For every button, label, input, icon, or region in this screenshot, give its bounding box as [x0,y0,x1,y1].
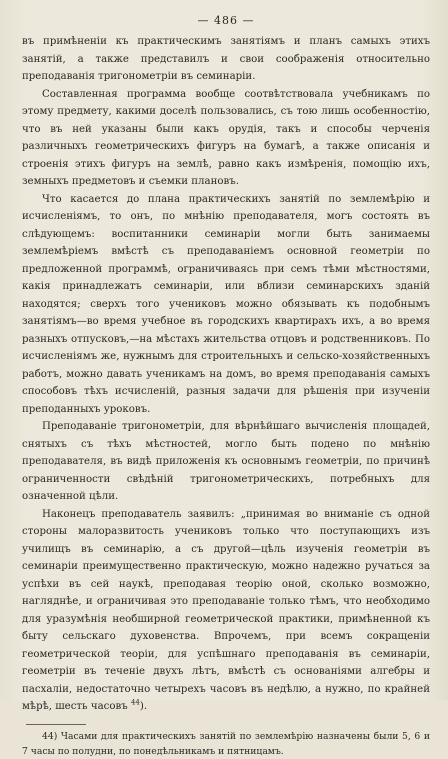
footnote-divider [26,724,86,725]
footnote-mark: 44) [42,730,58,742]
page-number: — 486 — [197,14,255,27]
footnote-reference: 44 [130,698,140,707]
paragraph-5-text: Наконецъ преподаватель заявилъ: „принимая во вниманіе съ одной стороны малоразвитость учениковъ только что поступающихъ изъ училищъ въ семинарію, а съ другой—цѣль изученія геометріи въ семинаріи преимущественно практическую, можно надежно ручаться за успѣхи въ сей наукѣ, преподавая теорію оной, сколько возможно, нагляднѣе, и ограничивая это преподаваніе только тѣмъ, что необходимо для уразумѣнія необширной геометрической практики, примѣненной къ быту сельскаго духовенства. Впрочемъ, при всемъ сокращеніи геометрической теоріи, для успѣшнаго преподаванія въ семинаріи, геометріи въ теченіе двухъ лѣтъ, вмѣстѣ съ основаніями алгебры и пасхаліи, недостаточно четырехъ часовъ въ недѣлю, а нужно, по крайней мѣрѣ, шесть часовъ [22,508,430,712]
footnote-text: Часами для практическихъ занятій по землемѣрію назначены были 5, 6 и 7 часы по полудни, по понедѣльникамъ и пятницамъ. [22,730,430,757]
paragraph-4: Преподаваніе тригонометріи, для вѣрнѣйшаго вычисленія площадей, снятыхъ съ тѣхъ мѣстностей, могло быть подено по мнѣнію преподавателя, въ видѣ приложенія къ основнымъ геометріи, по причинѣ ограниченности свѣдѣній тригонометрическихъ, потребныхъ для означенной цѣли. [22,421,430,502]
paragraph-5 [22,506,430,716]
paragraph-2: Составленная программа вообще соотвѣтствовала учебникамъ по этому предмету, какими доселѣ пользовались, съ тою лишь особенностію, что въ ней указаны были какъ орудія, такъ и способы черченія различныхъ геометрическихъ фигуръ на бумагѣ, а также описанія и строенія этихъ фигуръ на землѣ, равно какъ измѣренія, помощію ихъ, земныхъ предметовъ и съемки плановъ. [22,88,430,187]
footnote [22,729,430,759]
paragraph-5-tail: ). [139,701,148,712]
paragraph-3: Что касается до плана практическихъ занятій по землемѣрію и исчисленіямъ, то онъ, по мнѣнію преподавателя, могъ состоять въ слѣдующемъ: воспитанники семинаріи могли быть занимаемы землемѣріемъ вмѣстѣ съ преподаваніемъ основной геометріи по предложенной программѣ, ограничиваясь при семъ тѣми мѣстностями, какія принадлежатъ семинаріи, или вблизи семинарскихъ зданій находятся; сверхъ того учениковъ можно обязывать къ подобнымъ занятіямъ—во время учебное въ городскихъ квартирахъ ихъ, а во время разныхъ отпусковъ,—на мѣстахъ жительства отцовъ и родственниковъ. По исчисленіямъ же, нужнымъ для строительныхъ и сельско-хозяйственныхъ работъ, можно давать ученикамъ на домъ, во время преподаванія самыхъ способовъ тѣхъ исчисленій, разныя задачи для рѣшенія при изученіи преподанныхъ уроковъ. [22,193,430,415]
paragraph-1: въ примѣненіи къ практическимъ занятіямъ и планъ самыхъ этихъ занятій, а также представилъ и свои соображенія относительно преподаванія тригонометріи въ семинаріи. [22,36,430,82]
